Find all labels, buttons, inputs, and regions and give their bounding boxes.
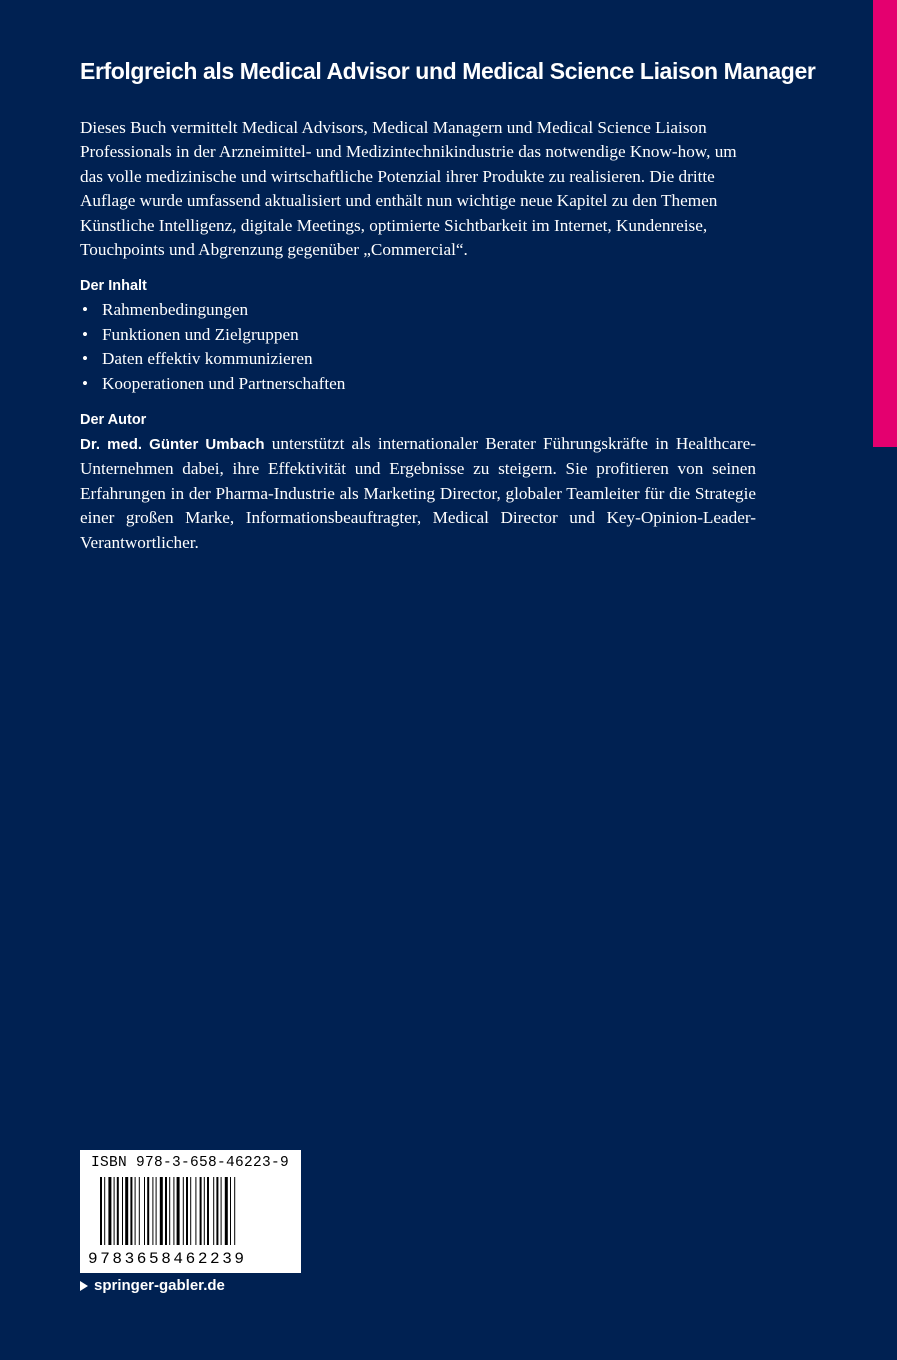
- barcode-bar: [108, 1177, 111, 1245]
- isbn-label: ISBN 978-3-658-46223-9: [91, 1155, 290, 1171]
- accent-bar: [873, 0, 897, 447]
- author-bio-text: unterstützt als internationaler Berater Führungskräfte in Healthcare-Unternehmen dabei, ihre Effektivität und Ergebnisse zu steigern. Sie profitieren von seinen Erfahrungen in der Pharma-Industrie als Marketing Director, globaler Teamleiter für die Strategie einer großen Marke, Informationsbeauftragter, Medical Director und Key-Opinion-Leader-Verantwortlicher.: [80, 434, 756, 552]
- barcode-digits: 9783658462239: [88, 1250, 247, 1268]
- author-heading: Der Autor: [80, 412, 147, 428]
- barcode-bar: [234, 1177, 235, 1245]
- isbn-barcode: [80, 1150, 301, 1273]
- list-item: • Funktionen und Zielgruppen: [80, 323, 760, 348]
- barcode-bar: [160, 1177, 163, 1245]
- book-description: Dieses Buch vermittelt Medical Advisors, Medical Managern und Medical Science Liaison Professionals in der Arzneimittel- und Medizintechnikindustrie das notwendige Know-how, um das volle medizinische und wirtschaftliche Potenzial ihrer Produkte zu realisieren. Die dritte Auflage wurde umfassend aktualisiert und enthält nun wichtige neue Kapitel zu den Themen Künstliche Intelligenz, digitale Meetings, optimierte Sichtbarkeit im Internet, Kundenreise, Touchpoints und Abgrenzung gegenüber „Commercial“.: [80, 118, 737, 260]
- barcode-bar: [200, 1177, 202, 1245]
- contents-heading: Der Inhalt: [80, 278, 147, 294]
- barcode-bar: [114, 1177, 115, 1245]
- barcode-bar: [190, 1177, 191, 1245]
- barcode-bar: [135, 1177, 136, 1245]
- barcode-bar: [183, 1177, 184, 1245]
- barcode-bar: [152, 1177, 153, 1245]
- book-title: Erfolgreich als Medical Advisor und Medical Science Liaison Manager: [80, 58, 816, 84]
- barcode-bar: [165, 1177, 167, 1245]
- barcode-bar: [139, 1177, 140, 1245]
- barcode-bar: [230, 1177, 231, 1245]
- barcode-bar: [156, 1177, 157, 1245]
- barcode-bar: [216, 1177, 218, 1245]
- barcode-bar: [104, 1177, 105, 1245]
- barcode-bar: [225, 1177, 228, 1245]
- barcode-bar: [144, 1177, 145, 1245]
- author-bio: [80, 432, 756, 555]
- barcode-bar: [147, 1177, 149, 1245]
- barcode-bar: [169, 1177, 170, 1245]
- contents-list: [80, 298, 760, 396]
- barcode-bar: [204, 1177, 205, 1245]
- barcode-bar: [195, 1177, 196, 1245]
- barcode-bar: [130, 1177, 132, 1245]
- barcode-bar: [177, 1177, 180, 1245]
- list-item: • Rahmenbedingungen: [80, 298, 760, 323]
- barcode-bar: [207, 1177, 209, 1245]
- barcode-bar: [186, 1177, 188, 1245]
- publisher-website[interactable]: [80, 1277, 225, 1294]
- barcode-bar: [213, 1177, 214, 1245]
- arrow-right-icon: [80, 1281, 88, 1291]
- barcode-bar: [100, 1177, 102, 1245]
- author-name: Dr. med. Günter Umbach: [80, 436, 265, 453]
- barcode-bar: [173, 1177, 174, 1245]
- website-label: springer-gabler.de: [94, 1277, 225, 1294]
- barcode-bar: [122, 1177, 123, 1245]
- list-item: • Daten effektiv kommunizieren: [80, 347, 760, 372]
- list-item: • Kooperationen und Partnerschaften: [80, 372, 760, 397]
- barcode-bar: [125, 1177, 128, 1245]
- barcode-bar: [221, 1177, 222, 1245]
- barcode-bar: [117, 1177, 119, 1245]
